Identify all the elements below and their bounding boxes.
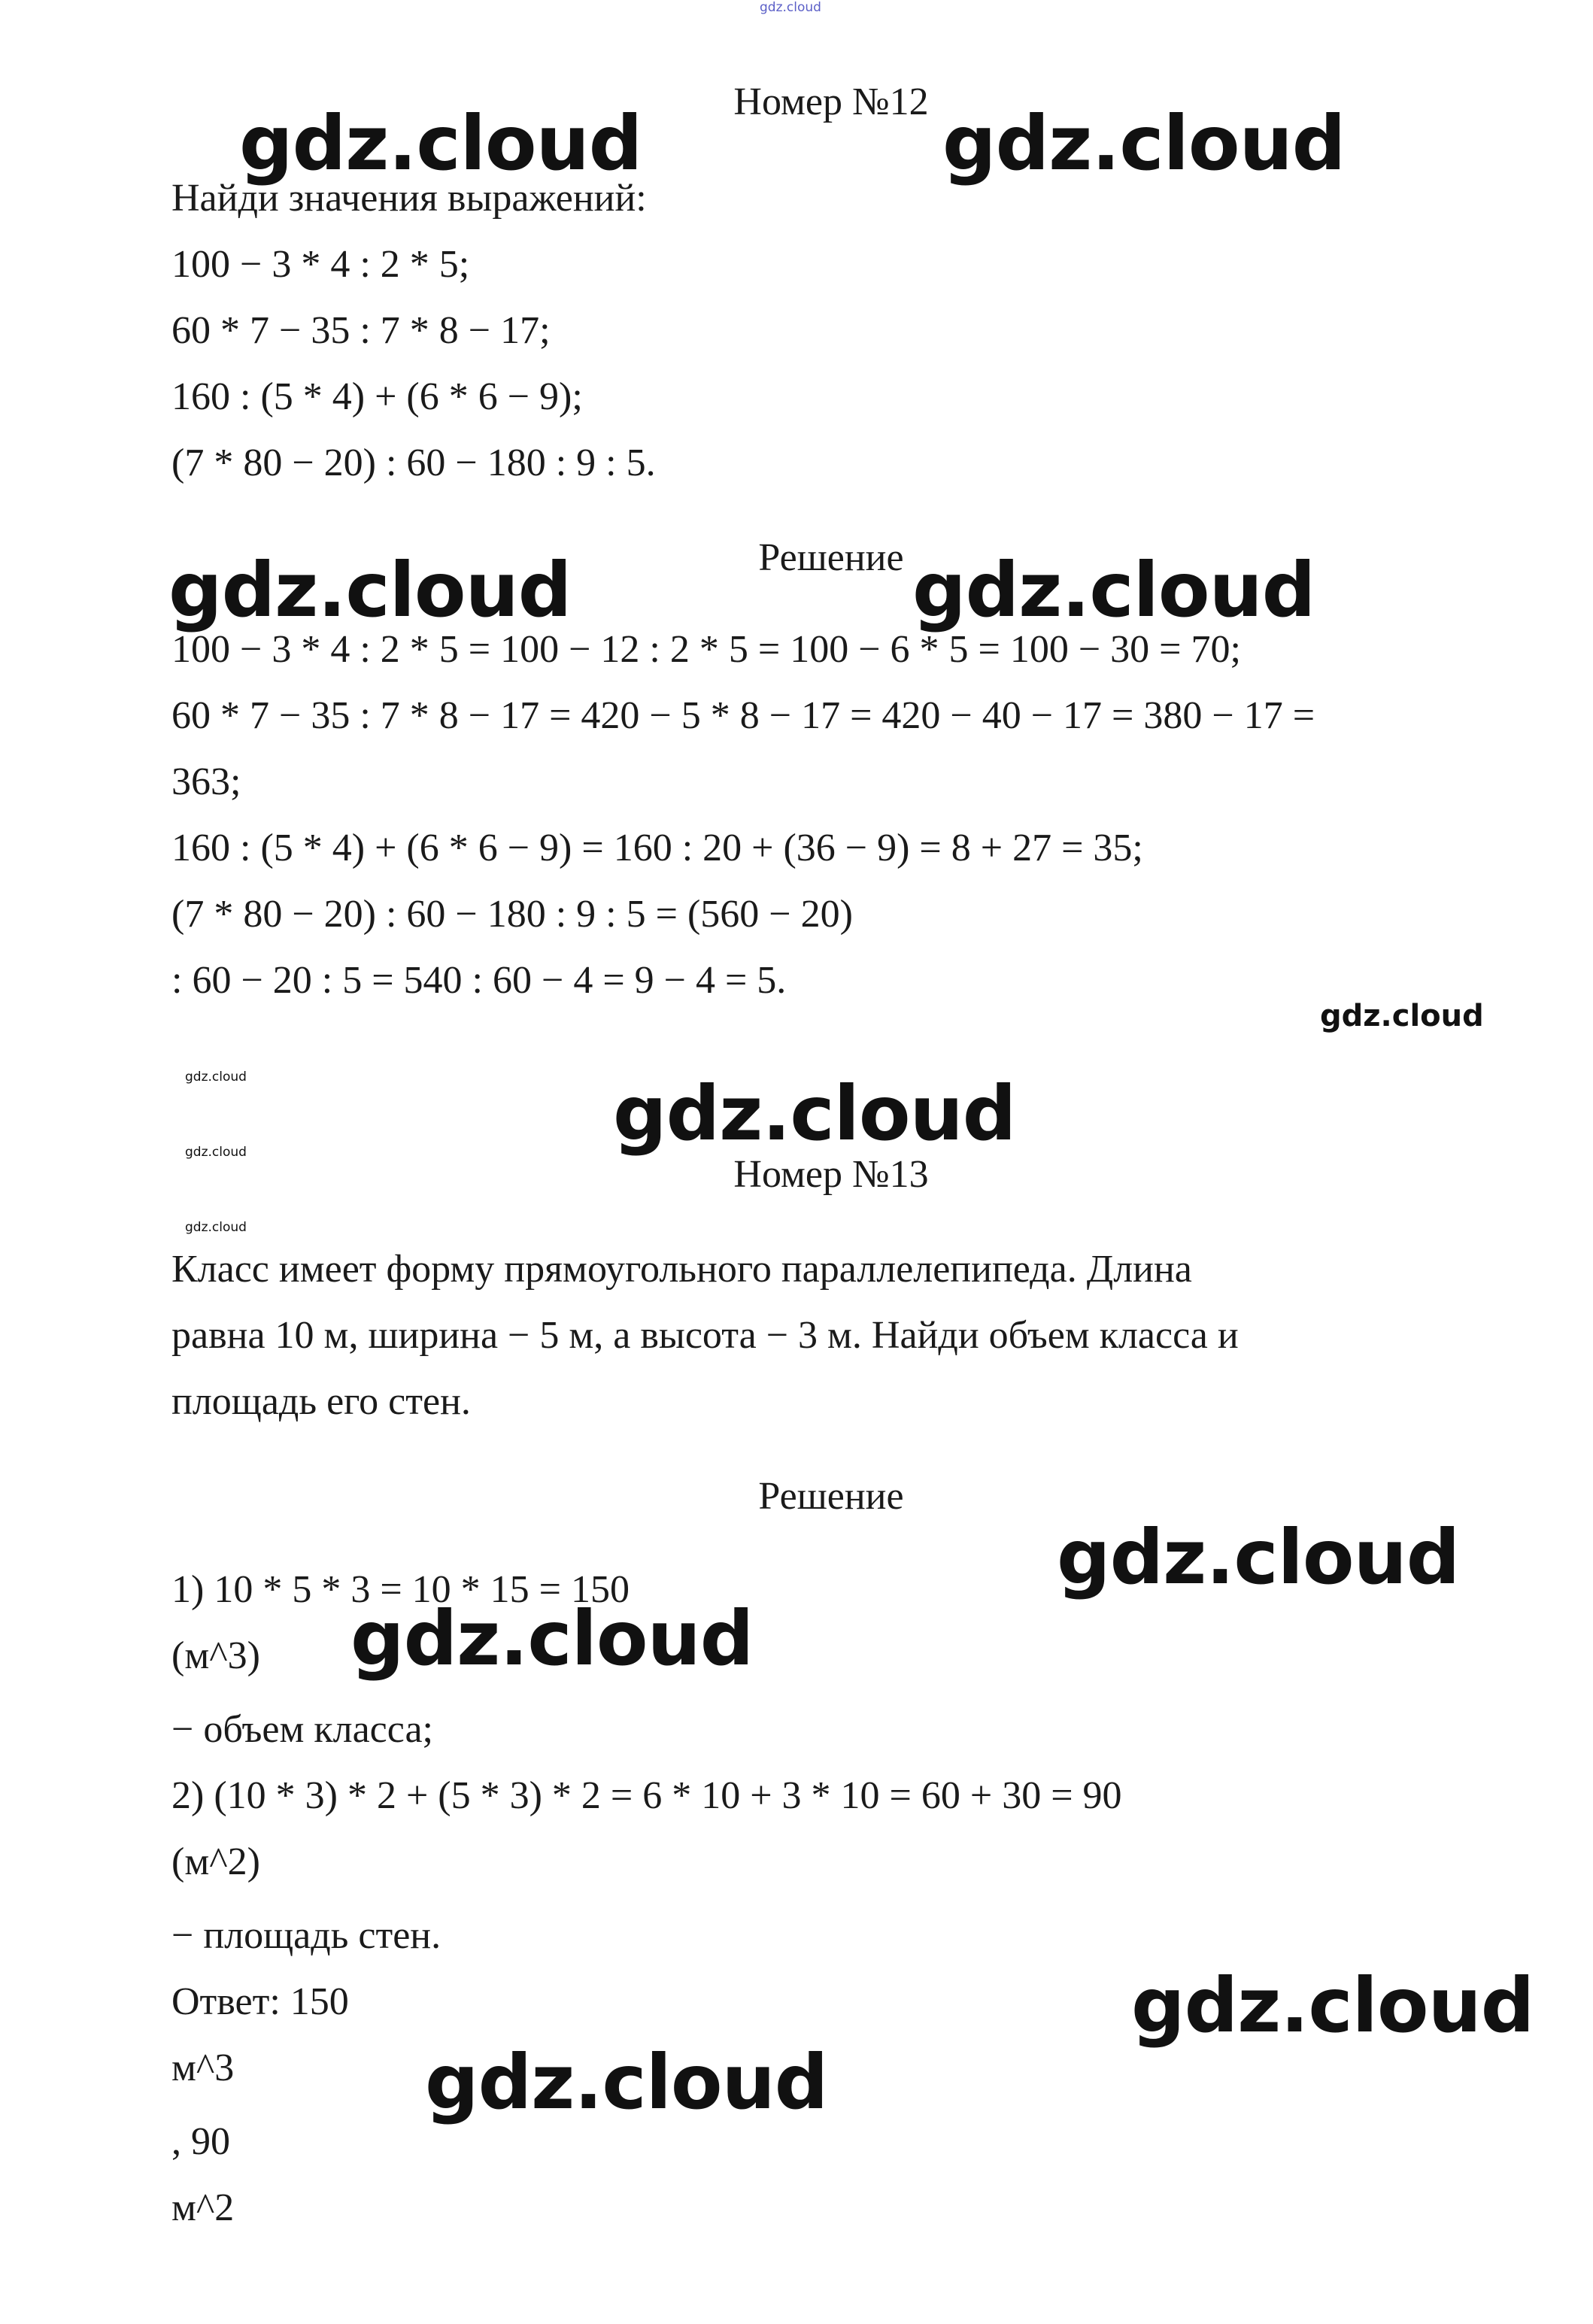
watermark-10: gdz.cloud	[425, 2038, 828, 2126]
task13-answer-line-4: м^2	[171, 2186, 235, 2229]
task13-solution-title: Решение	[758, 1475, 904, 1518]
watermark-7: gdz.cloud	[1057, 1513, 1460, 1601]
watermark-3: gdz.cloud	[168, 546, 572, 634]
task13-answer-line-3: , 90	[171, 2120, 230, 2163]
task13-answer-line-1: Ответ: 150	[171, 1980, 349, 2023]
watermark-1: gdz.cloud	[239, 99, 642, 187]
task12-statement: Найди значения выражений:	[171, 177, 647, 220]
task13-solution-line-6: − площадь стен.	[171, 1914, 441, 1957]
task13-statement-line-2: равна 10 м, ширина − 5 м, а высота − 3 м. Найди объем класса и	[171, 1314, 1239, 1357]
task13-solution-line-2: (м^3)	[171, 1634, 260, 1677]
task12-solution-line-6: : 60 − 20 : 5 = 540 : 60 − 4 = 9 − 4 = 5.	[171, 959, 787, 1002]
task12-expression-3: 160 : (5 * 4) + (6 * 6 − 9);	[171, 375, 583, 418]
watermark-small-3: gdz.cloud	[185, 1220, 247, 1235]
task12-solution-line-5: (7 * 80 − 20) : 60 − 180 : 9 : 5 = (560 − 20)	[171, 893, 853, 936]
task12-solution-line-4: 160 : (5 * 4) + (6 * 6 − 9) = 160 : 20 + (36 − 9) = 8 + 27 = 35;	[171, 827, 1143, 869]
task13-title: Номер №13	[733, 1153, 929, 1196]
watermark-9: gdz.cloud	[1131, 1961, 1534, 2049]
task12-solution-title: Решение	[758, 536, 904, 579]
watermark-small-1: gdz.cloud	[185, 1069, 247, 1085]
watermark-5: gdz.cloud	[1320, 999, 1484, 1033]
watermark-6: gdz.cloud	[613, 1069, 1016, 1157]
task13-solution-line-4: 2) (10 * 3) * 2 + (5 * 3) * 2 = 6 * 10 + 3 * 10 = 60 + 30 = 90	[171, 1774, 1122, 1817]
task12-solution-line-3: 363;	[171, 760, 241, 803]
watermark-small-2: gdz.cloud	[185, 1145, 247, 1160]
watermark-4: gdz.cloud	[912, 546, 1315, 634]
task13-statement-line-1: Класс имеет форму прямоугольного параллелепипеда. Длина	[171, 1248, 1192, 1291]
task12-title: Номер №12	[733, 80, 929, 123]
watermark-top: gdz.cloud	[760, 0, 821, 15]
task13-solution-line-1: 1) 10 * 5 * 3 = 10 * 15 = 150	[171, 1568, 630, 1611]
task13-solution-line-3: − объем класса;	[171, 1708, 433, 1751]
task13-solution-line-5: (м^2)	[171, 1840, 260, 1883]
task12-solution-line-2: 60 * 7 − 35 : 7 * 8 − 17 = 420 − 5 * 8 − 17 = 420 − 40 − 17 = 380 − 17 =	[171, 694, 1315, 737]
task12-solution-line-1: 100 − 3 * 4 : 2 * 5 = 100 − 12 : 2 * 5 = 100 − 6 * 5 = 100 − 30 = 70;	[171, 628, 1241, 671]
watermark-8: gdz.cloud	[350, 1594, 754, 1682]
task12-expression-1: 100 − 3 * 4 : 2 * 5;	[171, 243, 470, 286]
task12-expression-4: (7 * 80 − 20) : 60 − 180 : 9 : 5.	[171, 441, 656, 484]
task13-statement-line-3: площадь его стен.	[171, 1380, 471, 1423]
task12-expression-2: 60 * 7 − 35 : 7 * 8 − 17;	[171, 309, 551, 352]
task13-answer-line-2: м^3	[171, 2046, 235, 2089]
watermark-2: gdz.cloud	[942, 99, 1346, 187]
